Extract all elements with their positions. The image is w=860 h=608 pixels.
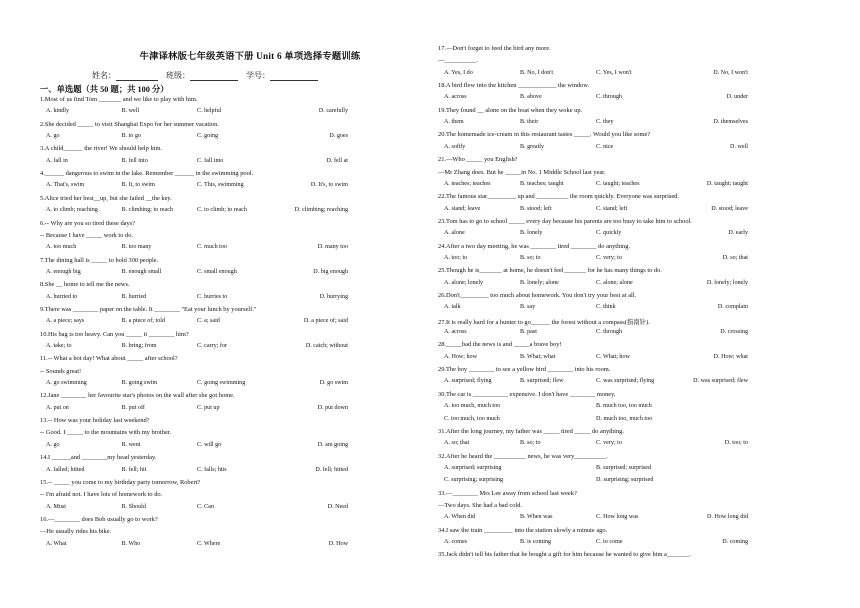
answer-option[interactable]: C. carry; for bbox=[197, 343, 227, 349]
option-row bbox=[444, 230, 748, 236]
question-stem: 21.—Who _____ you English? bbox=[438, 156, 518, 164]
answer-option[interactable]: D. surprising; surprised bbox=[596, 477, 654, 484]
answer-option[interactable]: C. very; to bbox=[596, 440, 622, 447]
answer-option[interactable]: B. What; what bbox=[520, 353, 556, 360]
answer-option[interactable]: A. enough big bbox=[46, 268, 81, 275]
option-row bbox=[46, 294, 348, 300]
answer-option[interactable]: B. teaches; taught bbox=[520, 180, 564, 187]
answer-option[interactable]: C. Can bbox=[197, 503, 214, 510]
answer-option[interactable]: B. greatly bbox=[520, 143, 545, 150]
option-row bbox=[444, 255, 748, 261]
answer-option[interactable]: D. crossing bbox=[720, 329, 748, 336]
option-row bbox=[46, 343, 348, 349]
answer-option[interactable]: C. put up bbox=[197, 404, 220, 411]
answer-option[interactable]: C. nice bbox=[596, 143, 614, 150]
answer-option[interactable]: B. well bbox=[121, 108, 140, 115]
option-row bbox=[444, 94, 748, 100]
answer-option[interactable]: C. going swimming bbox=[197, 380, 246, 387]
answer-option[interactable]: A. to climb; reaching bbox=[46, 207, 98, 214]
answer-option[interactable]: B. surprised; surprised bbox=[596, 464, 652, 471]
answer-option[interactable]: B. a piece of; told bbox=[121, 318, 165, 325]
answer-option[interactable]: C. will go bbox=[197, 441, 222, 448]
answer-option[interactable]: C. much too bbox=[197, 244, 227, 251]
option-row bbox=[444, 144, 748, 150]
option-row bbox=[46, 318, 348, 324]
answer-option[interactable]: B. stood; left bbox=[520, 205, 552, 212]
option-row bbox=[46, 467, 348, 473]
answer-option[interactable]: C. This, swimming bbox=[197, 182, 244, 189]
answer-option[interactable]: D. am going bbox=[317, 441, 348, 448]
option-row bbox=[46, 405, 348, 411]
option-row bbox=[46, 108, 348, 114]
answer-option[interactable]: C. was surprised; flying bbox=[596, 378, 655, 385]
question-dialog-line: -- Because I have _____ work to do. bbox=[40, 231, 133, 239]
question-stem: 26.Don't_________ too much about homework. You don't try your best at all. bbox=[438, 292, 637, 299]
answer-option[interactable]: D. fell at bbox=[326, 157, 348, 164]
answer-option[interactable]: D. goes bbox=[329, 133, 348, 140]
answer-option[interactable]: D. early bbox=[728, 230, 748, 237]
id-blank bbox=[270, 72, 318, 81]
question-stem: 16.—________ does Bob usually go to work? bbox=[40, 515, 158, 523]
question-stem: 32.After he heard the __________ news, he was very__________. bbox=[438, 452, 608, 460]
answer-option[interactable]: D. hurrying bbox=[319, 293, 348, 300]
answer-option[interactable]: A. take; to bbox=[46, 343, 72, 349]
answer-option[interactable]: A. Must bbox=[46, 503, 66, 510]
answer-option[interactable]: D. How; what bbox=[713, 353, 748, 360]
answer-option[interactable]: C. too much, too much bbox=[444, 415, 500, 422]
question-dialog-line: —Two days. She had a bad cold. bbox=[438, 501, 523, 509]
answer-option[interactable]: B. fell; hit bbox=[121, 466, 147, 473]
name-blank bbox=[116, 72, 158, 81]
answer-option[interactable]: D. big enough bbox=[313, 268, 348, 275]
answer-option[interactable]: B. is coming bbox=[520, 539, 551, 545]
answer-option[interactable]: D. lonely; lonely bbox=[706, 279, 748, 286]
answer-option[interactable]: B. their bbox=[520, 119, 539, 126]
answer-option[interactable]: C. through bbox=[596, 94, 623, 101]
answer-option[interactable]: B. When was bbox=[520, 514, 553, 521]
answer-option[interactable]: B. enough small bbox=[121, 268, 162, 275]
answer-option[interactable]: A. too much, much too bbox=[444, 403, 501, 410]
answer-option[interactable]: A. Yes, I do bbox=[444, 69, 473, 76]
question-stem: 4.______ dangerous to swim in the lake. Remember ______ in the swimming pool. bbox=[40, 170, 254, 178]
option-row bbox=[444, 416, 748, 422]
option-row bbox=[46, 182, 348, 188]
answer-option[interactable]: D. was surprised; flew bbox=[693, 378, 748, 385]
option-row bbox=[444, 477, 748, 483]
answer-option[interactable]: D. carefully bbox=[318, 108, 348, 115]
answer-option[interactable]: B. No, I don't bbox=[520, 69, 554, 76]
answer-option[interactable]: A. falled; hitted bbox=[46, 466, 85, 473]
option-row bbox=[46, 158, 348, 164]
answer-option[interactable]: D. themselves bbox=[713, 119, 748, 126]
answer-option[interactable]: A. surprised; flying bbox=[444, 378, 492, 385]
answer-option[interactable]: C. surprising; surprising bbox=[444, 477, 504, 484]
question-stem: 11.-- What a hot day! What about _____ after school? bbox=[40, 355, 178, 363]
answer-option[interactable]: A. a piece; says bbox=[46, 318, 85, 325]
option-row bbox=[444, 206, 748, 212]
answer-option[interactable]: C. Where bbox=[197, 540, 221, 547]
answer-option[interactable]: D. complain bbox=[717, 304, 748, 311]
answer-option[interactable]: A. put on bbox=[46, 404, 69, 411]
question-stem: 3.A child______ the river! We should help him. bbox=[40, 145, 163, 153]
question-stem: 33.—________ Mrs Lee away from school last week? bbox=[438, 489, 577, 497]
question-stem: 15.-- _____ you come to my birthday party tomorrow, Robert? bbox=[40, 478, 201, 486]
answer-option[interactable]: B. put off bbox=[121, 404, 145, 411]
student-info-line bbox=[92, 70, 324, 81]
answer-option[interactable]: A. alone; lonely bbox=[444, 279, 484, 286]
answer-option[interactable]: C. alone; alone bbox=[596, 279, 633, 286]
id-label: 学号： bbox=[246, 71, 270, 80]
question-stem: 17.—Don't forget to feed the bird any more. bbox=[438, 45, 551, 52]
question-dialog-line: -- Sounds great! bbox=[40, 367, 82, 375]
answer-option[interactable]: A. go swimming bbox=[46, 380, 87, 387]
answer-option[interactable]: D. Need bbox=[327, 503, 348, 510]
answer-option[interactable]: B. say bbox=[520, 304, 536, 311]
option-row bbox=[46, 541, 348, 547]
answer-option[interactable]: B. too many bbox=[121, 244, 152, 251]
answer-option[interactable]: D. It's, to swim bbox=[310, 182, 348, 189]
question-stem: 1.Most of us find Tom _______ and we like to play with him. bbox=[40, 96, 198, 103]
answer-option[interactable]: D. a piece of; said bbox=[303, 318, 348, 325]
answer-option[interactable]: A. How; how bbox=[444, 353, 478, 360]
answer-option[interactable]: C. a; said bbox=[197, 318, 220, 325]
answer-option[interactable]: B. so; to bbox=[520, 440, 541, 447]
answer-option[interactable]: A. across bbox=[444, 329, 467, 336]
answer-option[interactable]: D. much too, much too bbox=[596, 415, 653, 422]
option-row bbox=[444, 403, 748, 409]
answer-option[interactable]: D. too; to bbox=[724, 440, 748, 447]
answer-option[interactable]: C. Yes, I won't bbox=[596, 69, 632, 76]
answer-option[interactable]: B. past bbox=[520, 329, 537, 336]
answer-option[interactable]: B. above bbox=[520, 94, 542, 101]
answer-option[interactable]: D. How long did bbox=[707, 514, 748, 521]
answer-option[interactable]: A. go bbox=[46, 441, 60, 448]
question-stem: 19.They found __ alone on the boat when they woke up. bbox=[438, 106, 583, 114]
question-stem: 25.Though he is_______ at home, he doesn't feel_______ for he has many things to do. bbox=[438, 267, 662, 275]
answer-option[interactable]: B. lonely; alone bbox=[520, 279, 559, 286]
answer-option[interactable]: A. so; that bbox=[444, 440, 470, 447]
option-row bbox=[444, 378, 748, 384]
answer-option[interactable]: A. kindly bbox=[46, 108, 70, 115]
question-stem: 7.The dining hall is _____ to hold 300 people. bbox=[40, 256, 159, 264]
answer-option[interactable]: D. under bbox=[726, 94, 748, 101]
question-stem: 9.There was ________ paper on the table. It ________ "Eat your lunch by yourself." bbox=[40, 305, 257, 313]
option-row bbox=[444, 329, 748, 335]
class-label: 班级： bbox=[166, 71, 190, 80]
option-row bbox=[46, 380, 348, 386]
answer-option[interactable]: C. falls; hits bbox=[197, 466, 227, 473]
answer-option[interactable]: C. How long was bbox=[596, 514, 639, 521]
option-row bbox=[46, 504, 348, 510]
answer-option[interactable]: B. climbing; to reach bbox=[121, 207, 173, 214]
answer-option[interactable]: D. put down bbox=[317, 404, 348, 411]
answer-option[interactable]: D. catch; without bbox=[305, 343, 348, 349]
question-stem: 30.The car is ___________ expensive. I don't have ________ money. bbox=[438, 390, 616, 398]
answer-option[interactable]: A. When did bbox=[444, 514, 476, 521]
page-title: 牛津译林版七年级英语下册 Unit 6 单项选择专题训练 bbox=[139, 52, 361, 62]
option-row bbox=[444, 539, 748, 545]
answer-option[interactable]: D. go swim bbox=[319, 380, 348, 387]
answer-option[interactable]: A. What bbox=[46, 540, 67, 547]
answer-option[interactable]: A. alone bbox=[444, 230, 465, 237]
question-stem: 31.After the long journey, my father was _____ tired _____ do anything. bbox=[438, 427, 624, 435]
answer-option[interactable]: A. stand; leave bbox=[444, 205, 481, 212]
answer-option[interactable]: D. many too bbox=[317, 244, 348, 251]
question-stem: 35.Jack didn't tell his father that he bought a gift for him because he wanted to give him a_______. bbox=[438, 551, 691, 559]
answer-option[interactable]: B. much too, too much bbox=[596, 403, 652, 410]
answer-option[interactable]: D. How bbox=[328, 540, 348, 547]
question-stem: 29.The boy ________ to see a yellow bird ________ into his room. bbox=[438, 366, 611, 374]
option-row bbox=[444, 304, 748, 310]
answer-option[interactable]: D. stood; leave bbox=[711, 205, 748, 212]
answer-option[interactable]: B. so; to bbox=[520, 254, 541, 261]
question-stem: 27.It is really hard for a hunter to go______ the forest without a compass(指南针). bbox=[438, 318, 650, 326]
answer-option[interactable]: C. think bbox=[596, 304, 616, 311]
answer-option[interactable]: A. softly bbox=[444, 143, 466, 150]
answer-option[interactable]: D. coming bbox=[722, 539, 748, 545]
answer-option[interactable]: B. hurried bbox=[121, 293, 147, 300]
question-stem: 14.I ______and ________my head yesterday. bbox=[40, 454, 157, 462]
answer-option[interactable]: C. stand; left bbox=[596, 205, 628, 212]
answer-option[interactable]: A. across bbox=[444, 94, 467, 101]
option-row bbox=[46, 133, 348, 139]
answer-option[interactable]: D. climbing; reaching bbox=[294, 207, 348, 214]
question-stem: 20.The homemade ice-cream in this restaurant tastes _____. Would you like some? bbox=[438, 131, 651, 139]
answer-option[interactable]: C. going bbox=[197, 133, 218, 140]
answer-option[interactable]: C. quickly bbox=[596, 230, 622, 237]
name-label: 姓名： bbox=[92, 71, 116, 80]
answer-option[interactable]: B. It, to swim bbox=[121, 182, 155, 189]
question-stem: 8.She __ home to tell me the news. bbox=[40, 281, 130, 289]
answer-option[interactable]: A. go bbox=[46, 133, 60, 140]
answer-option[interactable]: A. surprised; surprising bbox=[444, 464, 502, 471]
answer-option[interactable]: C. hurries to bbox=[197, 293, 228, 300]
question-stem: 5.Alice tried her best__up, but she failed __the key. bbox=[40, 194, 172, 202]
option-row bbox=[444, 440, 748, 446]
question-dialog-line: -- I'm afraid not. I have lots of homework to do. bbox=[40, 491, 163, 499]
answer-option[interactable]: B. Who bbox=[121, 540, 141, 547]
answer-option[interactable]: A. teaches; teaches bbox=[444, 180, 491, 187]
answer-option[interactable]: C. fall into bbox=[197, 157, 224, 164]
answer-option[interactable]: A. talk bbox=[444, 304, 461, 311]
answer-option[interactable]: A. That's, swim bbox=[46, 182, 85, 189]
question-stem: 28._____bad the news is and _____a brave boy! bbox=[438, 341, 562, 349]
answer-option[interactable]: C. to come bbox=[596, 539, 623, 545]
answer-option[interactable]: C. very; to bbox=[596, 254, 622, 261]
class-blank bbox=[190, 72, 238, 81]
question-stem: 24.After a two day meeting, he was ________ tired ________ do anything. bbox=[438, 242, 631, 250]
answer-option[interactable]: A. fall in bbox=[46, 157, 68, 164]
question-stem: 10.His bag is too heavy. Can you _____ it ________ him? bbox=[40, 330, 189, 338]
answer-option[interactable]: D. so; that bbox=[722, 254, 748, 261]
question-stem: 18.A bird flew into the kitchen ____________ the window. bbox=[438, 82, 590, 90]
option-row bbox=[444, 70, 748, 76]
answer-option[interactable]: B. fell into bbox=[121, 157, 148, 164]
answer-option[interactable]: B. lonely bbox=[520, 230, 543, 237]
question-stem: 2.She decided _____ to visit Shanghai Expo for her summer vacation. bbox=[40, 120, 219, 128]
option-row bbox=[444, 354, 748, 360]
answer-option[interactable]: B. surprised; flew bbox=[520, 378, 564, 385]
option-row bbox=[46, 244, 348, 250]
question-dialog-line: —He usually rides his bike. bbox=[40, 528, 112, 536]
answer-option[interactable]: D. well bbox=[730, 143, 748, 150]
answer-option[interactable]: B. Should bbox=[121, 503, 146, 510]
question-stem: 22.The famous star_________ up and __________ the room quickly. Everyone was surprised. bbox=[438, 193, 679, 201]
answer-option[interactable]: D. No, I won't bbox=[713, 69, 748, 76]
answer-option[interactable]: A. comes bbox=[444, 539, 468, 545]
option-row bbox=[46, 442, 348, 448]
question-stem: 13.-- How was your holiday last weekend? bbox=[40, 417, 150, 425]
option-row bbox=[46, 207, 348, 213]
answer-option[interactable]: B. bring; from bbox=[121, 343, 157, 349]
answer-option[interactable]: B. to go bbox=[121, 133, 141, 140]
answer-option[interactable]: C. through bbox=[596, 329, 623, 336]
answer-option[interactable]: C. What; how bbox=[596, 353, 630, 360]
question-stem: 6.-- Why are you so tired these days? bbox=[40, 219, 136, 227]
question-stem: 23.Tom has to go to school _____ every day because his parents are too busy to take him to school. bbox=[438, 217, 692, 225]
answer-option[interactable]: B. going swim bbox=[121, 380, 158, 387]
answer-option[interactable]: A. them bbox=[444, 119, 464, 126]
option-row bbox=[444, 280, 748, 286]
question-dialog-line: —__________. bbox=[438, 57, 478, 65]
answer-option[interactable]: C. they bbox=[596, 119, 614, 126]
question-stem: 12.Jane ________ her favourite star's photos on the wall after she got home. bbox=[40, 392, 235, 400]
answer-option[interactable]: C. helpful bbox=[197, 108, 222, 115]
answer-option[interactable]: C. small enough bbox=[197, 268, 237, 275]
answer-option[interactable]: C. to climb; to reach bbox=[197, 207, 247, 214]
answer-option[interactable]: D. fell; hitted bbox=[315, 466, 348, 473]
option-row bbox=[46, 269, 348, 275]
question-stem: 34.I saw the train _________ into the station slowly a minute ago. bbox=[438, 526, 608, 534]
option-row bbox=[444, 181, 748, 187]
answer-option[interactable]: A. too much bbox=[46, 244, 77, 251]
question-dialog-line: -- Good. I _____ to the mountains with my brother. bbox=[40, 429, 172, 437]
answer-option[interactable]: A. hurried to bbox=[46, 293, 78, 300]
answer-option[interactable]: C. taught; teaches bbox=[596, 180, 640, 187]
option-row bbox=[444, 514, 748, 520]
answer-option[interactable]: A. too; to bbox=[444, 254, 468, 261]
option-row bbox=[444, 465, 748, 471]
section-heading: 一、单选题（共 50 题；共 100 分） bbox=[40, 85, 169, 94]
answer-option[interactable]: D. taught; taught bbox=[706, 180, 748, 187]
answer-option[interactable]: B. went bbox=[121, 441, 141, 448]
option-row bbox=[444, 119, 748, 125]
question-dialog-line: —Mr Zhang does. But he _____in No. 1 Middle School last year. bbox=[438, 168, 606, 176]
